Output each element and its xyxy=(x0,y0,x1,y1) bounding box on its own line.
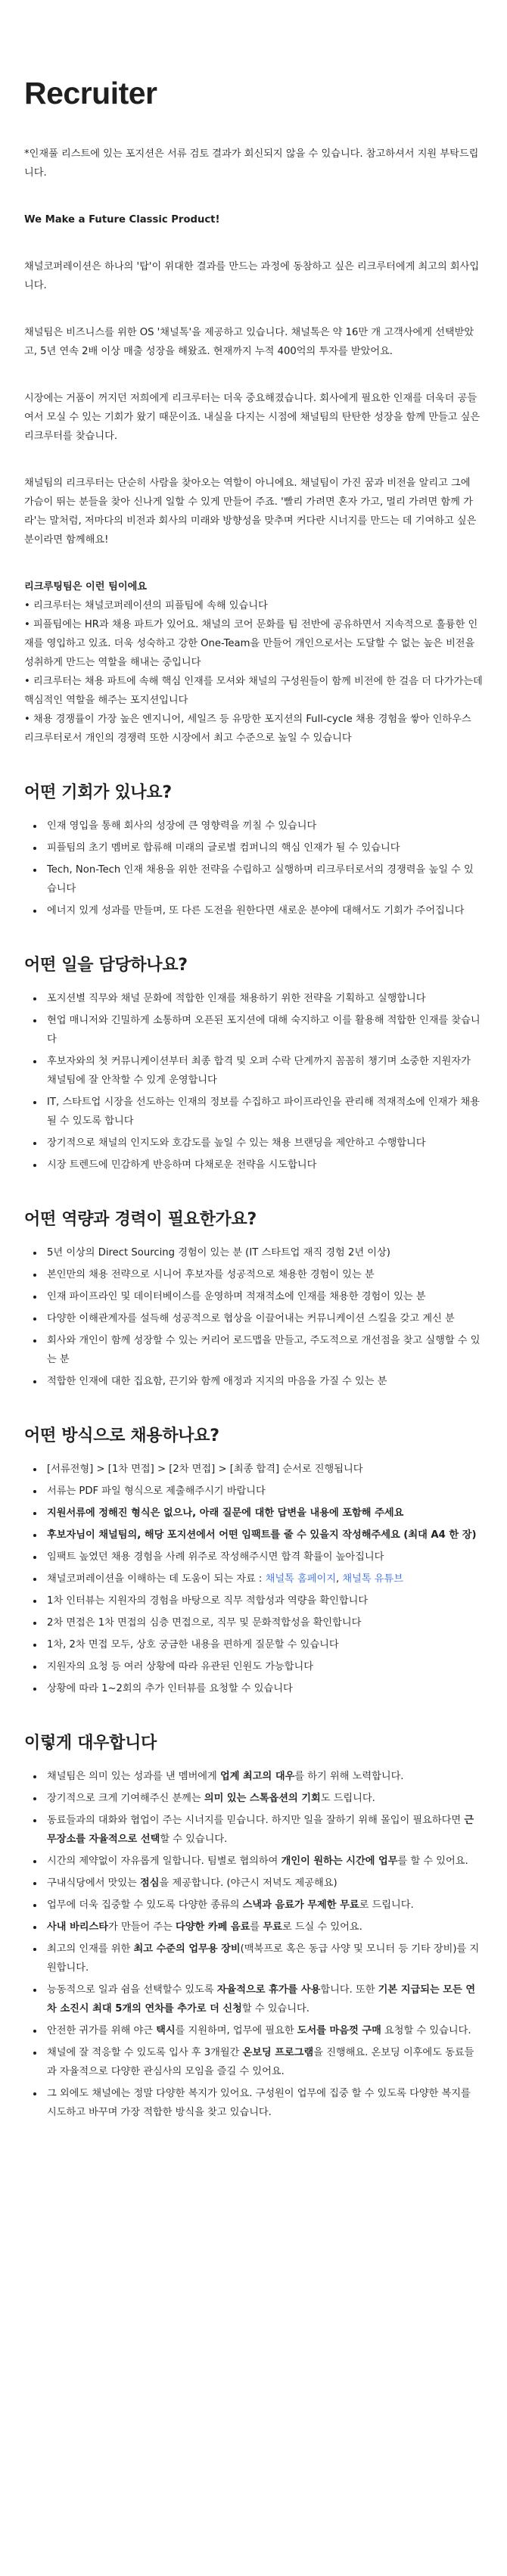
emphasis-text: 다양한 카페 음료 xyxy=(176,1921,250,1933)
team-point: • 리크루터는 채용 파트에 속해 핵심 인재를 모셔와 채널의 구성원들이 함께 비전에 한 걸음 더 다가가는데 핵심적인 역할을 해주는 포지션입니다 xyxy=(24,676,483,706)
team-points xyxy=(24,596,483,748)
section-heading-opportunity: 어떤 기회가 있나요? xyxy=(24,783,172,802)
body-text: 도 드립니다. xyxy=(320,1793,375,1804)
body-text: 을 제공합니다. (야근시 저녁도 제공해요) xyxy=(159,1878,337,1889)
list-item xyxy=(44,1789,483,1808)
body-text: 업무에 더욱 집중할 수 있도록 다양한 종류의 xyxy=(47,1899,243,1911)
role-list xyxy=(24,989,483,1174)
section-heading-qualifications: 어떤 역량과 경력이 필요한가요? xyxy=(24,1210,257,1229)
body-text: 시간의 제약없이 자유롭게 일합니다. 팀별로 협의하여 xyxy=(47,1856,281,1867)
list-item: • 후보자와의 첫 커뮤니케이션부터 최종 합격 및 오퍼 수락 단계까지 꼼꼼히 챙기며 소중한 지원자가 채널팀에 잘 안착할 수 있게 운영합니다 xyxy=(44,1052,483,1090)
list-item xyxy=(44,2084,483,2122)
slogan-text: We Make a Future Classic Product! xyxy=(24,214,220,226)
body-text: 가 만들어 주는 xyxy=(108,1921,176,1933)
link-separator: , xyxy=(335,1573,343,1585)
list-item: • 피플팀의 초기 멤버로 합류해 미래의 글로벌 컴퍼니의 핵심 인재가 될 수 있습니다 xyxy=(44,838,483,857)
list-item: • [서류전형] > [1차 면접] > [2차 면접] > [최종 합격] 순서로 진행됩니다 xyxy=(44,1460,483,1479)
body-text: 할 수 있습니다. xyxy=(160,1834,228,1845)
emphasis-text: 최고 수준의 업무용 장비 xyxy=(133,1943,241,1955)
emphasis-text: 업계 최고의 대우 xyxy=(219,1771,295,1782)
list-item xyxy=(44,1980,483,2018)
emphasis-text: 자율적으로 휴가를 사용 xyxy=(216,1984,321,1996)
intro-paragraph-4: 채널팀의 리크루터는 단순히 사람을 찾아오는 역할이 아니에요. 채널팀이 가진 꿈과 비전을 알리고 그에 가슴이 뛰는 분들을 찾아 신나게 일할 수 있게 만들어 주죠. '빨리 가려면 혼자 가고, 멀리 가려면 함께 가라'는 말처럼, 저마다의 비전과 회사의 미래와 방향성을 맞추며 커다란 시너지를 만드는 데 기여하고 싶은 분이라면 함께해요! xyxy=(24,478,477,546)
list-item: • 포지션별 직무와 채널 문화에 적합한 인재를 채용하기 위한 전략을 기획하고 실행합니다 xyxy=(44,989,483,1008)
list-item: • 다양한 이해관계자를 설득해 성공적으로 협상을 이끌어내는 커뮤니케이션 스킬을 갖고 계신 분 xyxy=(44,1309,483,1328)
list-item: • 적합한 인재에 대한 집요함, 끈기와 함께 애정과 지지의 마음을 가질 수 있는 분 xyxy=(44,1372,483,1391)
intro-paragraph-3: 시장에는 거품이 꺼지던 저희에게 리크루터는 더욱 중요해졌습니다. 회사에게 필요한 인재를 더욱더 공들여서 모실 수 있는 기회가 왔기 때문이죠. 내실을 다지는 시점에 채널팀의 탄탄한 성장을 함께 만들고 싶은 리크루터를 찾습니다. xyxy=(24,393,481,442)
list-item xyxy=(44,1852,483,1871)
section-heading-role: 어떤 일을 담당하나요? xyxy=(24,956,188,975)
list-item: • 지원자의 요청 등 여러 상황에 따라 유관된 인원도 가능합니다 xyxy=(44,1657,483,1676)
list-item xyxy=(44,2043,483,2081)
youtube-link[interactable]: 채널톡 유튜브 xyxy=(342,1573,403,1585)
homepage-link[interactable]: 채널톡 홈페이지 xyxy=(265,1573,336,1585)
list-item: • 후보자님이 채널팀의, 해당 포지션에서 어떤 임팩트를 줄 수 있을지 작성해주세요 (최대 A4 한 장) xyxy=(44,1526,483,1545)
body-text: 를 지원하며, 업무에 필요한 xyxy=(175,2025,297,2036)
team-point: • 채용 경쟁률이 가장 높은 엔지니어, 세일즈 등 유망한 포지션의 Full-cycle 채용 경험을 쌓아 인하우스 리크루터로서 개인의 경쟁력 또한 시장에서 최고 수준으로 높일 수 있습니다 xyxy=(24,714,471,744)
body-text: 로 드립니다. xyxy=(359,1899,414,1911)
list-item: • 상황에 따라 1~2회의 추가 인터뷰를 요청할 수 있습니다 xyxy=(44,1679,483,1698)
list-item-resources xyxy=(44,1570,483,1588)
body-text: 채널에 잘 적응할 수 있도록 입사 후 3개월간 xyxy=(47,2047,243,2058)
list-item xyxy=(44,1874,483,1893)
body-text: 합니다. 또한 xyxy=(320,1984,378,1996)
resources-label: 채널코퍼레이션을 이해하는 데 도움이 되는 자료 : xyxy=(47,1573,266,1585)
body-text: 안전한 귀가를 위해 야근 xyxy=(47,2025,157,2036)
emphasis-text: 점심 xyxy=(140,1878,160,1889)
emphasis-text: 무료 xyxy=(263,1921,282,1933)
list-item: • IT, 스타트업 시장을 선도하는 인재의 정보를 수집하고 파이프라인을 관리해 적재적소에 인재가 채용될 수 있도록 합니다 xyxy=(44,1093,483,1131)
emphasis-text: 개인이 원하는 시간에 업무 xyxy=(281,1856,398,1867)
emphasis-text: 택시 xyxy=(156,2025,176,2036)
list-item: • 5년 이상의 Direct Sourcing 경험이 있는 분 (IT 스타트업 재직 경험 2년 이상) xyxy=(44,1243,483,1262)
body-text: 할 수 있습니다. xyxy=(241,2003,309,2014)
team-point: • 리크루터는 채널코퍼레이션의 피플팀에 속해 있습니다 xyxy=(24,600,268,611)
list-item: • 장기적으로 채널의 인지도와 호감도를 높일 수 있는 채용 브랜딩을 제안하고 수행합니다 xyxy=(44,1134,483,1153)
body-text: 를 xyxy=(250,1921,263,1933)
list-item xyxy=(44,1896,483,1915)
list-item: • 인재 파이프라인 및 데이터베이스를 운영하며 적재적소에 인재를 채용한 경험이 있는 분 xyxy=(44,1287,483,1306)
list-item: • 현업 매니저와 긴밀하게 소통하며 오픈된 포지션에 대해 숙지하고 이를 활용해 적합한 인재를 찾습니다 xyxy=(44,1011,483,1049)
emphasis-text: 사내 바리스타 xyxy=(47,1921,109,1933)
process-list xyxy=(24,1460,483,1698)
opportunity-list xyxy=(24,817,483,920)
list-item: • 회사와 개인이 함께 성장할 수 있는 커리어 로드맵을 만들고, 주도적으로 개선점을 찾고 실행할 수 있는 분 xyxy=(44,1331,483,1369)
section-heading-benefits: 이렇게 대우합니다 xyxy=(24,1734,157,1753)
list-item: • Tech, Non-Tech 인재 채용을 위한 전략을 수립하고 실행하며 리크루터로서의 경쟁력을 높일 수 있습니다 xyxy=(44,860,483,898)
list-item: • 1차 인터뷰는 지원자의 경험을 바탕으로 직무 적합성과 역량을 확인합니다 xyxy=(44,1591,483,1610)
list-item xyxy=(44,1767,483,1786)
list-item xyxy=(44,1940,483,1977)
emphasis-text: 의미 있는 스톡옵션의 기회 xyxy=(204,1793,321,1804)
body-text: 동료들과의 대화와 협업이 주는 시너지를 믿습니다. 하지만 일을 잘하기 위해 몰입이 필요하다면 xyxy=(47,1815,465,1826)
intro-paragraph-2: 채널팀은 비즈니스를 위한 OS '채널톡'을 제공하고 있습니다. 채널톡은 약 16만 개 고객사에게 선택받았고, 5년 연속 2배 이상 매출 성장을 해왔죠. 현재까지 누적 400억의 투자를 받았어요. xyxy=(24,327,474,357)
emphasis-text: 근무장소를 자율적으로 선택 xyxy=(47,1815,474,1845)
body-text: 장기적으로 크게 기여해주신 분께는 xyxy=(47,1793,204,1804)
list-item: • 에너지 있게 성과를 만들며, 또 다른 도전을 원한다면 새로운 분야에 대해서도 기회가 주어집니다 xyxy=(44,901,483,920)
list-item: • 서류는 PDF 파일 형식으로 제출해주시기 바랍니다 xyxy=(44,1482,483,1501)
body-text: 최고의 인재를 위한 xyxy=(47,1943,134,1955)
list-item: • 2차 면접은 1차 면접의 심층 면접으로, 직무 및 문화적합성을 확인합니다 xyxy=(44,1613,483,1632)
list-item: • 임팩트 높였던 채용 경험을 사례 위주로 작성해주시면 합격 확률이 높아집니다 xyxy=(44,1548,483,1566)
benefits-list xyxy=(24,1767,483,2122)
body-text: 로 드실 수 있어요. xyxy=(281,1921,362,1933)
emphasis-text: 스낵과 음료가 무제한 무료 xyxy=(242,1899,359,1911)
body-text: (맥북프로 혹은 동급 사양 및 모니터 등 기타 장비)를 지원합니다. xyxy=(47,1943,480,1974)
list-item: • 인재 영입을 통해 회사의 성장에 큰 영향력을 끼칠 수 있습니다 xyxy=(44,817,483,835)
body-text: 그 외에도 채널에는 정말 다양한 복지가 있어요. 구성원이 업무에 집중 할 수 있도록 다양한 복지를 시도하고 바꾸며 가장 적합한 방식을 찾고 있습니다. xyxy=(47,2088,471,2118)
body-text: 을 진행해요. 온보딩 이후에도 동료들과 자율적으로 다양한 관심사의 모임을 즐길 수 있어요. xyxy=(47,2047,474,2077)
list-item: • 지원서류에 정해진 형식은 없으나, 아래 질문에 대한 답변을 내용에 포함해 주세요 xyxy=(44,1504,483,1523)
team-heading: 리크루팅팀은 이런 팀이에요 xyxy=(24,581,148,593)
body-text: 를 할 수 있어요. xyxy=(397,1856,468,1867)
body-text: 구내식당에서 맛있는 xyxy=(47,1878,141,1889)
emphasis-text: 도서를 마음껏 구매 xyxy=(297,2025,381,2036)
intro-paragraph-1: 채널코퍼레이션은 하나의 '탑'이 위대한 결과를 만드는 과정에 동참하고 싶은 리크루터에게 최고의 회사입니다. xyxy=(24,261,480,291)
body-text: 요청할 수 있습니다. xyxy=(381,2025,471,2036)
list-item xyxy=(44,2021,483,2040)
list-item xyxy=(44,1811,483,1849)
body-text: 채널팀은 의미 있는 성과를 낸 멤버에게 xyxy=(47,1771,220,1782)
section-heading-process: 어떤 방식으로 채용하나요? xyxy=(24,1426,219,1445)
qualifications-list xyxy=(24,1243,483,1391)
team-point: • 피플팀에는 HR과 채용 파트가 있어요. 채널의 코어 문화를 팀 전반에 공유하면서 지속적으로 훌륭한 인재를 영입하고 있죠. 더욱 성숙하고 강한 One-Team을 만들어 개인으로서는 도달할 수 없는 높은 비전을 성취하게 만드는 역할을 해내는 중입니다 xyxy=(24,619,478,668)
emphasis-text: 온보딩 프로그램 xyxy=(242,2047,314,2058)
list-item: • 본인만의 채용 전략으로 시니어 후보자를 성공적으로 채용한 경험이 있는 분 xyxy=(44,1265,483,1284)
emphasis-text: 기본 지급되는 모든 연차 소진시 최대 5개의 연차를 추가로 더 신청 xyxy=(47,1984,476,2014)
list-item xyxy=(44,1918,483,1937)
body-text: 능동적으로 일과 쉼을 선택할수 있도록 xyxy=(47,1984,217,1996)
list-item: • 시장 트렌드에 민감하게 반응하며 다채로운 전략을 시도합니다 xyxy=(44,1156,483,1174)
notice-text: *인재풀 리스트에 있는 포지션은 서류 검토 결과가 회신되지 않을 수 있습니다. 참고하셔서 지원 부탁드립니다. xyxy=(24,148,479,179)
list-item: • 1차, 2차 면접 모두, 상호 궁금한 내용을 편하게 질문할 수 있습니다 xyxy=(44,1635,483,1654)
page-title: Recruiter xyxy=(24,76,157,110)
body-text: 를 하기 위해 노력합니다. xyxy=(294,1771,404,1782)
